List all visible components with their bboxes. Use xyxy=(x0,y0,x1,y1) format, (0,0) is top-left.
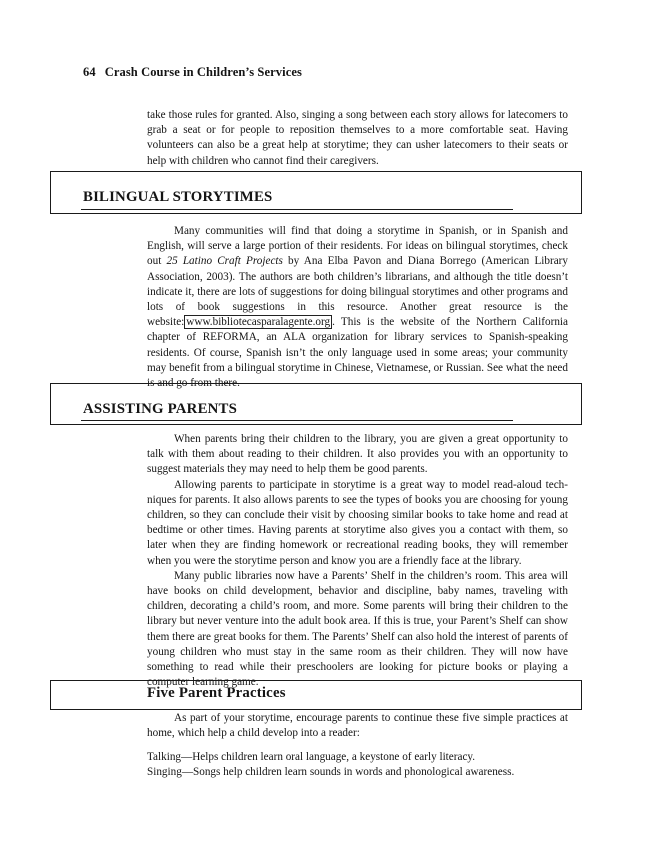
parents-paragraph-2: Allowing parents to participate in storytime is a great way to model read-aloud techniques for parents. It also allows parents to see the types of books you are choosing for young children, so they can conclude their visit by choosing similar books to take home and read at bedtime or other times. Having parents at storytime also gives you a contact with them, so later when they are finding homework or recreational reading books, they will remember when you were the storytime person and know you are a friendly face at the library. xyxy=(147,478,568,567)
book-title: 25 Latino Craft Projects xyxy=(166,255,283,268)
section-header-box-bilingual xyxy=(50,171,582,214)
parents-section-text xyxy=(147,432,568,690)
list-item: Singing—Songs help children learn sounds in words and phonological awareness. xyxy=(147,766,515,779)
bilingual-section-text xyxy=(147,224,568,391)
bilingual-paragraph xyxy=(147,224,568,391)
section-heading-rule xyxy=(81,209,513,210)
bilingual-text-part-3: . This is the website of the Northern California chapter of REFORMA, an ALA organization for library services to Spanish-speaking residents. Of course, Spanish isn’t the only language used in some areas; your community may benefit from a bilingual storytime in Chinese, Vietnamese, or Russian. See what the need is and go from there. xyxy=(147,316,568,390)
parents-paragraph-3: Many public libraries now have a Parents’ Shelf in the children’s room. This area will have books on child development, behavior and discipline, baby names, traveling with children, decorating a child’s room, and more. Some parents will bring their children to the library but never venture into the adult book area. If this is true, your Parent’s Shelf can show them there are great books for them. The Parents’ Shelf can also hold the interest of parents of young children who must stay in the same room as their children. They will now have something to read while their preschoolers are looking for picture books or playing a computer learning game. xyxy=(147,569,568,689)
section-heading-rule xyxy=(81,420,513,421)
website-link[interactable]: www.bibliotecasparalagente.org xyxy=(186,316,331,329)
practices-list xyxy=(147,750,514,781)
running-title: Crash Course in Children’s Services xyxy=(104,65,302,79)
bilingual-text-part-2: by Ana Elba Pavon and Diana Borrego (American Library Association, 2003). The authors are both children’s librarians, and although the title doesn’t indicate it, there are lots of suggestions for doing bilingual storytimes and other programs and lots of book suggestions in this resource. Another great resource is the website: xyxy=(147,255,568,329)
list-item: Talking—Helps children learn oral language, a keystone of early literacy. xyxy=(147,751,476,763)
bilingual-text-part-1: Many communities will find that doing a storytime in Spanish, or in Spanish and English, will serve a large portion of their residents. For ideas on bilingual storytimes, check out xyxy=(147,225,568,268)
intro-paragraph: take those rules for granted. Also, singing a song between each story allows for latecomers to grab a seat or for people to reposition themselves to a more comfortable seat. Having volunteers can also be a great help at storytime; they can usher latecomers to their seats or help with children who cannot find their caregivers. xyxy=(147,109,568,167)
subsection-header-box-practices xyxy=(50,680,582,710)
parents-paragraph-1: When parents bring their children to the library, you are given a great opportunity to talk with them about reading to their children. It also provides you with an opportunity to suggest materials they may need to help them be good parents. xyxy=(147,433,568,476)
intro-paragraph-block xyxy=(147,108,568,169)
practices-intro-paragraph: As part of your storytime, encourage parents to continue these five simple practices at home, which help a child develop into a reader: xyxy=(147,712,568,740)
practices-section-text xyxy=(147,711,568,741)
section-heading-bilingual: BILINGUAL STORYTIMES xyxy=(83,189,273,205)
section-header-box-parents xyxy=(50,383,582,425)
running-head xyxy=(83,65,302,80)
subsection-heading-practices: Five Parent Practices xyxy=(147,685,286,701)
section-heading-parents: ASSISTING PARENTS xyxy=(83,401,238,417)
page-number: 64 xyxy=(83,65,96,79)
